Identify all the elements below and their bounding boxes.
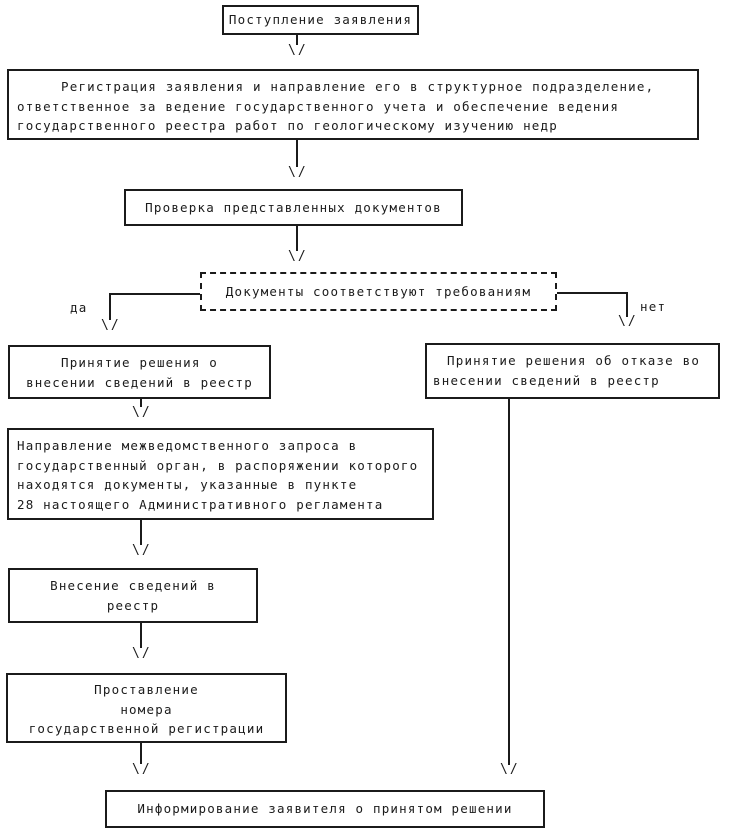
node-entry-line-1: Внесение сведений в [50,578,216,593]
node-request-line-2: государственный орган, в распоряжении которого [17,457,419,473]
edge-label-no: нет [640,299,667,314]
node-number-line-3: государственной регистрации [28,721,265,736]
node-registration-line-3: государственного реестра работ по геологическому изучению недр [17,118,558,133]
node-inform-label: Информирование заявителя о принятом решении [137,801,513,817]
edge-number-to-inform-line [140,743,142,764]
node-receipt-label: Поступление заявления [228,12,413,28]
node-decision-refuse-register [425,343,720,399]
arrowhead-down-icon: \/ [500,762,520,777]
edge-request-to-entry-line [140,520,142,545]
node-number-line-2: номера [120,701,173,717]
arrowhead-down-icon: \/ [132,762,152,777]
node-condition-label: Документы соответствуют требованиям [225,283,532,299]
node-inform-applicant [105,790,545,828]
arrowhead-down-icon: \/ [288,43,308,58]
node-condition-documents-meet-requirements [200,272,557,311]
node-document-check-label: Проверка представленных документов [145,199,442,215]
node-interagency-request [7,428,434,520]
edge-registration-to-check-line [296,140,298,167]
node-registration-number [6,673,287,743]
edge-check-to-condition-line [296,226,298,251]
arrowhead-down-icon: \/ [101,318,121,333]
arrowhead-down-icon: \/ [132,543,152,558]
arrowhead-down-icon: \/ [288,249,308,264]
node-entry-line-2: реестр [106,597,160,613]
node-request-line-4: 28 настоящего Административного регламента [17,496,384,512]
node-decision-refuse-line-2: внесении сведений в реестр [433,372,660,388]
node-request-line-1: Направление межведомственного запроса в [17,438,358,453]
edge-no-horizontal-line [557,292,628,294]
node-registration-line-1: Регистрация заявления и направление его в структурное подразделение, [61,79,655,94]
node-decision-refuse-line-1: Принятие решения об отказе во [447,353,701,368]
node-decision-enter-line-2: внесении сведений в реестр [26,374,253,390]
node-decision-enter-register [8,345,271,399]
arrowhead-down-icon: \/ [132,646,152,661]
arrowhead-down-icon: \/ [288,165,308,180]
edge-yes-horizontal-line [109,293,200,295]
node-decision-enter-line-1: Принятие решения о [60,355,219,370]
edge-yes-vertical-line [109,293,111,320]
edge-refuse-to-inform-line [508,399,510,765]
node-receipt-of-application [222,5,419,35]
edge-label-yes: да [70,300,88,315]
node-entry-into-register [8,568,258,623]
arrowhead-down-icon: \/ [132,405,152,420]
edge-entry-to-number-line [140,623,142,648]
arrowhead-down-icon: \/ [618,314,638,329]
node-request-line-3: находятся документы, указанные в пункте [17,477,358,492]
node-document-check [124,189,463,226]
node-number-line-1: Проставление [94,682,199,697]
node-registration-line-2: ответственное за ведение государственного учета и обеспечение ведения [17,98,620,114]
node-registration [7,69,699,140]
